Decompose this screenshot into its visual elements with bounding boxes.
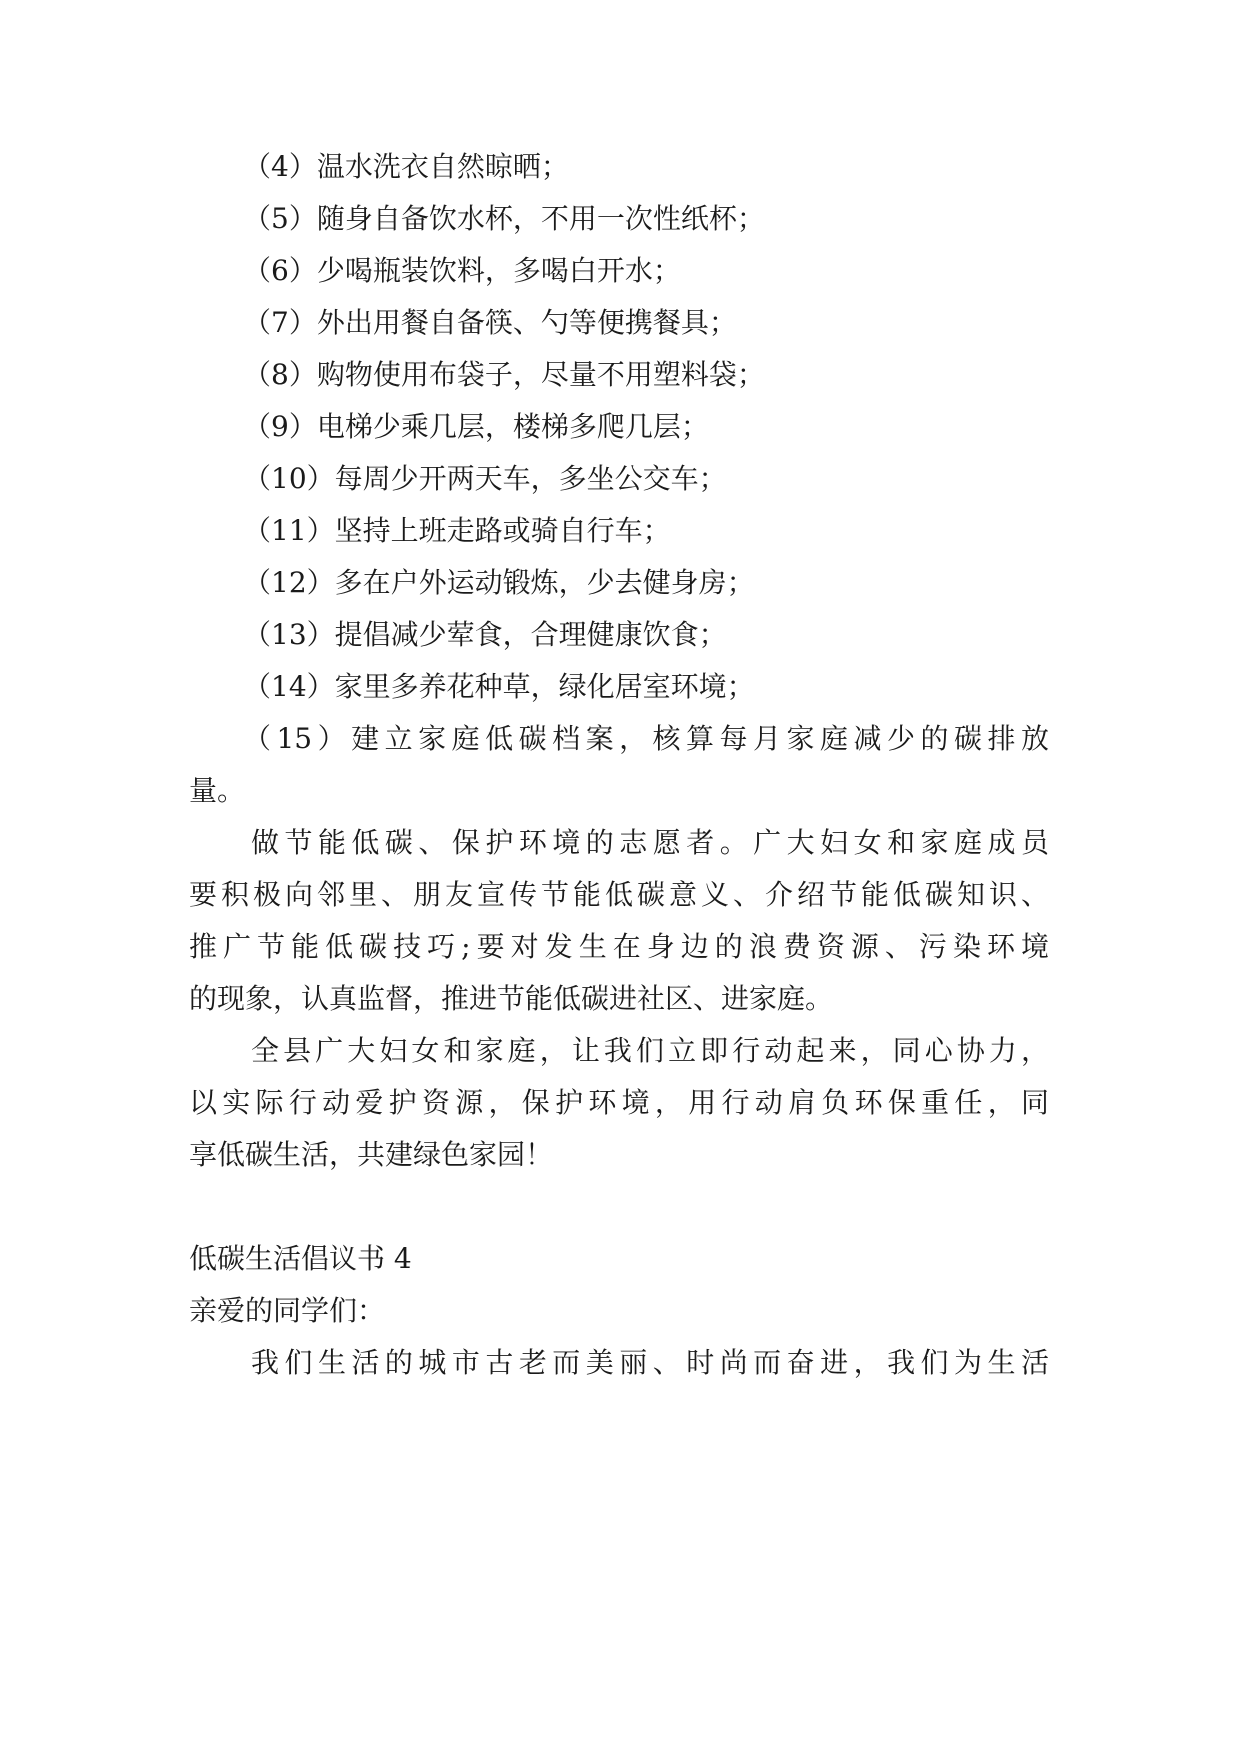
list-item: （13）提倡减少荤食，合理健康饮食； xyxy=(243,618,727,651)
list-item: （8）购物使用布袋子，尽量不用塑料袋； xyxy=(243,358,765,391)
list-item: （5）随身自备饮水杯，不用一次性纸杯； xyxy=(243,202,765,235)
list-item: （14）家里多养花种草，绿化居室环境； xyxy=(243,670,755,703)
paragraph-call-line: 享低碳生活，共建绿色家园！ xyxy=(189,1138,554,1171)
list-item: （4）温水洗衣自然晾晒； xyxy=(243,150,569,183)
list-item: （7）外出用餐自备筷、勺等便携餐具； xyxy=(243,306,737,339)
list-item: （11）坚持上班走路或骑自行车； xyxy=(243,514,671,547)
paragraph-call-line: 以实际行动爱护资源，保护环境，用行动肩负环保重任，同 xyxy=(189,1086,1049,1119)
list-item: （12）多在户外运动锻炼，少去健身房； xyxy=(243,566,755,599)
section-title: 低碳生活倡议书 4 xyxy=(189,1242,412,1275)
paragraph-volunteer-line: 做节能低碳、保护环境的志愿者。广大妇女和家庭成员 xyxy=(251,826,1049,859)
paragraph-volunteer-line: 的现象，认真监督，推进节能低碳进社区、进家庭。 xyxy=(189,982,834,1015)
list-item-15-line1: （15）建立家庭低碳档案，核算每月家庭减少的碳排放 xyxy=(243,722,1049,755)
list-item: （6）少喝瓶装饮料，多喝白开水； xyxy=(243,254,681,287)
list-item: （9）电梯少乘几层，楼梯多爬几层； xyxy=(243,410,709,443)
paragraph-volunteer-line: 推广节能低碳技巧;要对发生在身边的浪费资源、污染环境 xyxy=(189,930,1049,963)
paragraph-opening-line: 我们生活的城市古老而美丽、时尚而奋进，我们为生活 xyxy=(251,1346,1049,1379)
paragraph-call-line: 全县广大妇女和家庭，让我们立即行动起来，同心协力， xyxy=(251,1034,1049,1067)
paragraph-volunteer-line: 要积极向邻里、朋友宣传节能低碳意义、介绍节能低碳知识、 xyxy=(189,878,1049,911)
list-item-15-line2: 量。 xyxy=(189,774,246,807)
greeting: 亲爱的同学们： xyxy=(189,1294,386,1327)
list-item: （10）每周少开两天车，多坐公交车； xyxy=(243,462,727,495)
